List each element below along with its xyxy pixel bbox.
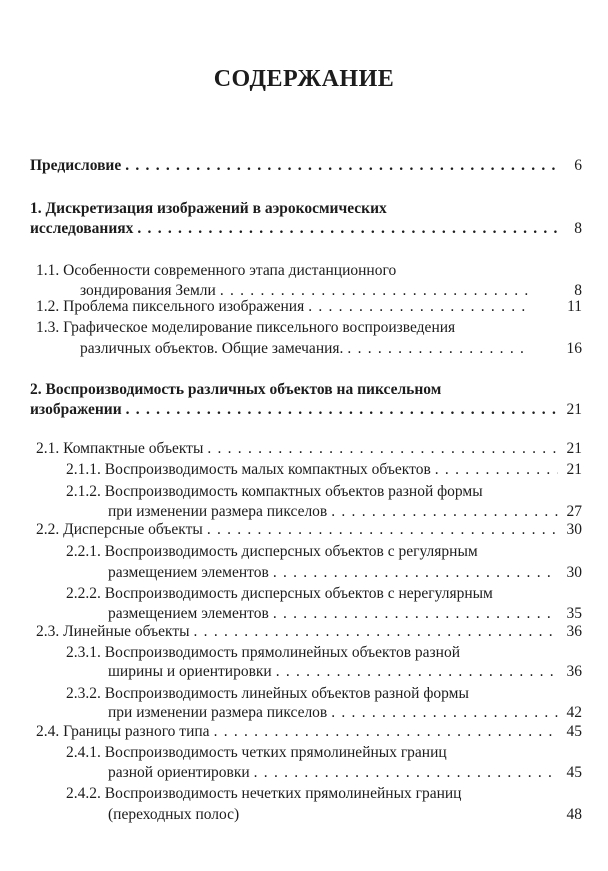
toc-page-number: 30 [566,564,582,581]
toc-entry-label: размещением элементов [108,605,269,622]
toc-entry-label: 1. Дискретизация изображений в аэрокосмических [30,200,387,217]
toc-entry-chapter-2 [30,380,441,400]
toc-page-number: 21 [566,440,582,457]
toc-page-number: 45 [566,723,582,740]
toc-entry-chapter-2-cont [30,400,558,420]
leader-dots [214,722,558,742]
leader-dots [273,604,558,624]
toc-entry-label: 2.4.2. Воспроизводимость нечетких прямолинейных границ [66,785,462,802]
toc-entry-2-3-1-cont [108,662,558,682]
page-title: СОДЕРЖАНИЕ [213,66,395,92]
toc-entry-2-3 [36,622,558,642]
toc-page-number: 45 [566,764,582,781]
toc-entry-1-3 [36,318,455,338]
toc-page-number: 21 [566,401,582,418]
toc-entry-2-2-1 [66,542,478,562]
toc-entry-label: 2. Воспроизводимость различных объектов на пиксельном [30,381,442,398]
toc-entry-chapter-1-cont [30,219,558,239]
toc-entry-2-2 [36,520,558,540]
leader-dots [137,219,558,239]
toc-entry-label: 2.1. Компактные объекты [36,440,204,457]
toc-entry-label: 2.2. Дисперсные объекты [36,521,203,538]
toc-page-number: 8 [574,220,582,237]
leader-dots [194,622,558,642]
toc-page-number: 35 [566,605,582,622]
toc-entry-label: Предисловие [30,157,122,174]
toc-entry-label: 2.1.1. Воспроизводимость малых компактных объектов [66,461,431,478]
toc-entry-2-4 [36,722,558,742]
toc-entry-label: размещением элементов [108,564,269,581]
toc-entry-label: 2.3. Линейные объекты [36,623,190,640]
toc-entry-label: 2.3.2. Воспроизводимость линейных объектов разной формы [66,685,469,702]
toc-entry-label: 1.3. Графическое моделирование пиксельного воспроизведения [36,319,456,336]
toc-entry-2-4-1 [66,743,447,763]
toc-page-number: 11 [567,298,582,315]
toc-entry-label: 2.4. Границы разного типа [36,723,210,740]
toc-page-number: 42 [566,704,582,721]
toc-entry-2-3-2-cont [108,703,558,723]
toc-entry-label: 1.2. Проблема пиксельного изображения [36,298,305,315]
toc-page-number: 36 [566,623,582,640]
toc-page-number: 36 [566,663,582,680]
leader-dots [273,563,558,583]
toc-entry-1-1 [36,261,396,281]
toc-entry-label: (переходных полос) [108,806,240,823]
toc-entry-label: 2.4.1. Воспроизводимость четких прямолинейных границ [66,744,447,761]
toc-entry-1-2 [36,297,528,317]
toc-entry-label: разной ориентировки [108,764,250,781]
toc-page-number: 6 [574,157,582,174]
toc-entry-label: при изменении размера пикселов [108,704,328,721]
toc-page-number: 16 [566,340,582,357]
toc-entry-2-1-2-cont [108,502,558,522]
toc-entry-label: при изменении размера пикселов [108,503,328,520]
toc-entry-1-3-cont [80,339,528,359]
leader-dots [254,763,558,783]
toc-entry-label: исследованиях [30,220,134,237]
leader-dots [331,502,558,522]
leader-dots [435,460,558,480]
toc-entry-label: зондирования Земли [80,282,216,299]
leader-dots [308,297,528,317]
leader-dots [276,662,558,682]
toc-page-number: 8 [574,282,582,299]
leader-dots [347,339,528,359]
toc-entry-label: 2.3.1. Воспроизводимость прямолинейных объектов разной [66,644,460,661]
leader-dots [207,520,558,540]
toc-page-number: 21 [566,461,582,478]
toc-page-number: 30 [566,521,582,538]
toc-entry-2-1 [36,439,558,459]
toc-entry-label: различных объектов. Общие замечания. [80,340,344,357]
toc-entry-2-4-1-cont [108,763,558,783]
leader-dots [125,156,558,176]
toc-entry-chapter-1 [30,199,387,219]
toc-entry-label: 2.1.2. Воспроизводимость компактных объектов разной формы [66,483,483,500]
toc-entry-label: 1.1. Особенности современного этапа дистанционного [36,262,397,279]
toc-entry-2-1-1 [66,460,558,480]
toc-entry-label: ширины и ориентировки [108,663,272,680]
toc-entry-2-1-2 [66,482,483,502]
toc-page-number: 27 [566,503,582,520]
leader-dots [331,703,558,723]
toc-entry-2-4-2-cont [108,805,239,825]
toc-page-number: 48 [566,806,582,823]
toc-entry-label: изображении [30,401,122,418]
toc-entry-2-2-1-cont [108,563,558,583]
leader-dots [126,400,558,420]
toc-entry-label: 2.2.2. Воспроизводимость дисперсных объектов с нерегулярным [66,585,493,602]
toc-entry-2-4-2 [66,784,461,804]
leader-dots [207,439,558,459]
toc-entry-label: 2.2.1. Воспроизводимость дисперсных объектов с регулярным [66,543,478,560]
toc-entry-2-2-2-cont [108,604,558,624]
toc-entry-2-2-2 [66,584,493,604]
toc-entry-2-3-1 [66,643,460,663]
toc-entry-preface [30,156,558,176]
toc-entry-2-3-2 [66,684,469,704]
